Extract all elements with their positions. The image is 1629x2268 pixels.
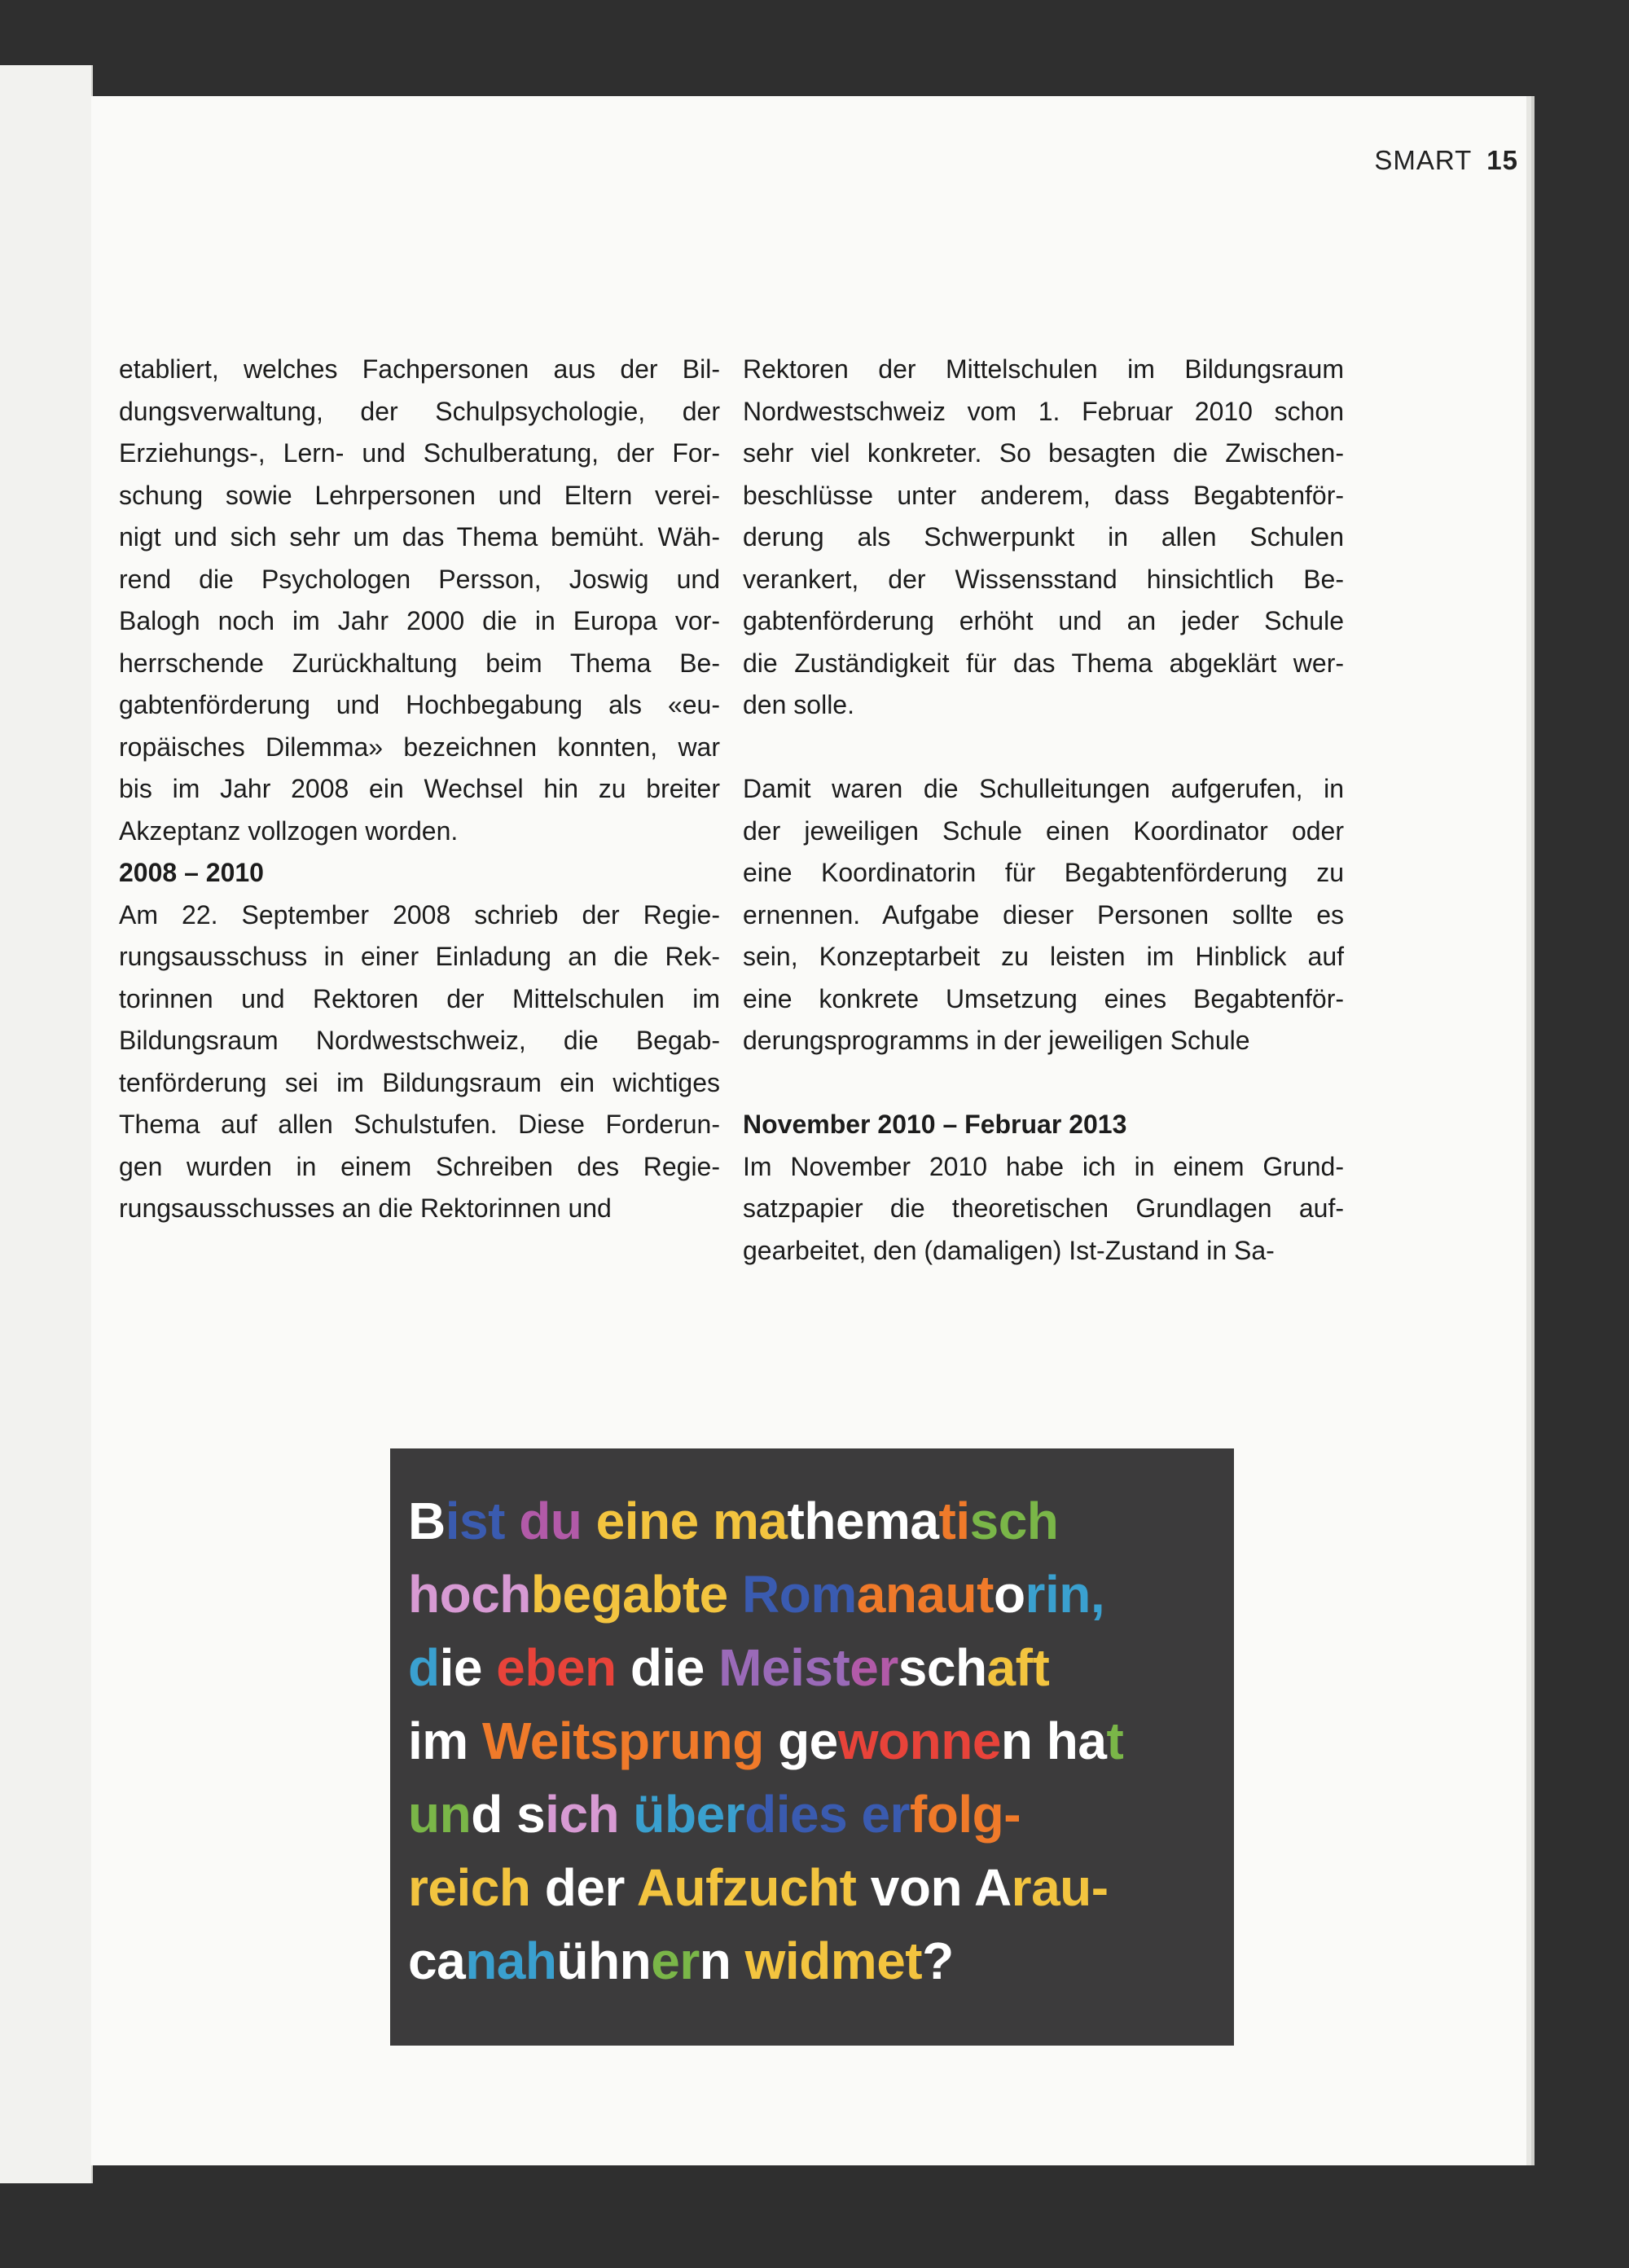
quote-fragment: folg- [909,1785,1021,1844]
quote-fragment: sch [898,1638,987,1697]
quote-fragment: ist [445,1492,505,1550]
quote-fragment: begabte [530,1565,728,1624]
quote-fragment: s [516,1785,546,1844]
quote-fragment [482,1638,496,1697]
quote-fragment [503,1785,516,1844]
text-line: ropäisches Dilemma» bezeichnen konnten, war [119,732,720,762]
quote-fragment [847,1785,861,1844]
text-line: herrschende Zurückhaltung beim Thema Be- [119,648,720,678]
quote-fragment: rau- [1011,1858,1109,1917]
quote-fragment: Aufzucht [636,1858,857,1917]
quote-fragment [530,1858,544,1917]
quote-line [408,1704,1219,1778]
page-number: 15 [1486,145,1518,175]
text-line: ernennen. Aufgabe dieser Personen sollte es [743,899,1344,930]
quote-fragment: hoch [408,1565,531,1624]
quote-fragment: Weitsprung [481,1712,764,1770]
quote-fragment: aft [986,1638,1050,1697]
text-line: sein, Konzeptarbeit zu leisten im Hinblick auf [743,942,1344,971]
quote-fragment [699,1492,713,1550]
quote-fragment: ha [1046,1712,1107,1770]
text-line: torinnen und Rektoren der Mittelschulen im [119,983,720,1013]
quote-fragment [728,1565,742,1624]
quote-fragment: o [993,1565,1025,1624]
text-line: eine konkrete Umsetzung eines Begabtenför- [743,983,1344,1013]
text-line: Im November 2010 habe ich in einem Grund- [743,1151,1344,1181]
text-line: Balogh noch im Jahr 2000 die in Europa vor- [119,606,720,635]
text-line: rungsausschuss in einer Einladung an die Rek- [119,942,720,971]
text-line: Bildungsraum Nordwestschweiz, die Begab- [119,1026,720,1055]
text-line: etabliert, welches Fachpersonen aus der Bil- [119,354,720,384]
quote-fragment: widmet [744,1932,923,1990]
quote-fragment [582,1492,595,1550]
quote-fragment: sch [969,1492,1059,1550]
quote-line [408,1851,1219,1924]
quote-fragment [617,1638,630,1697]
quote-fragment: un [408,1785,472,1844]
text-line: bis im Jahr 2008 ein Wechsel hin zu breiter [119,774,720,803]
quote-fragment: der [544,1858,625,1917]
text-line: gabtenförderung erhöht und an jeder Schule [743,606,1344,635]
quote-fragment: ühn [556,1932,652,1990]
quote-fragment [468,1712,482,1770]
pull-quote-box [390,1448,1234,2046]
quote-fragment: t [1106,1712,1124,1770]
quote-fragment: du [519,1492,582,1550]
body-paragraph [743,768,1344,1062]
quote-fragment: er [861,1785,910,1844]
text-line: Damit waren die Schulleitungen aufgerufen, in [743,774,1344,803]
quote-fragment [705,1638,718,1697]
text-line: rend die Psychologen Persson, Joswig und [119,564,720,594]
quote-fragment: über [633,1785,745,1844]
body-paragraph [743,1146,1344,1272]
quote-line [408,1924,1219,1998]
quote-fragment [962,1858,974,1917]
quote-fragment: reich [408,1858,531,1917]
quote-fragment: nah [465,1932,557,1990]
running-head [1374,145,1518,176]
section-heading: November 2010 – Februar 2013 [743,1110,1127,1139]
quote-fragment: d [408,1638,440,1697]
quote-fragment: ca [408,1932,466,1990]
paragraph-gap [743,1062,1344,1105]
quote-fragment: dies [744,1785,848,1844]
quote-fragment: er [850,1638,898,1697]
quote-line [408,1484,1219,1558]
quote-fragment: anaut [856,1565,994,1624]
quote-line [408,1778,1219,1851]
text-line: Akzeptanz vollzogen worden. [119,815,459,846]
quote-fragment: rin, [1025,1565,1105,1624]
quote-fragment: ie [439,1638,482,1697]
quote-fragment [764,1712,778,1770]
text-line: Erziehungs-, Lern- und Schulberatung, der For- [119,438,720,468]
text-line: nigt und sich sehr um das Thema bemüht. Wäh- [119,522,720,552]
pull-quote-text [408,1484,1219,1998]
quote-fragment: ich [545,1785,620,1844]
quote-fragment: thema [787,1492,939,1550]
quote-fragment: ? [922,1932,954,1990]
quote-fragment: B [408,1492,446,1550]
quote-fragment: A [973,1858,1012,1917]
quote-fragment [856,1858,870,1917]
section-heading: 2008 – 2010 [119,858,264,887]
quote-fragment: eben [496,1638,617,1697]
quote-fragment: im [408,1712,468,1770]
quote-fragment: ge [778,1712,838,1770]
text-line: sehr viel konkreter. So besagten die Zwischen- [743,438,1344,468]
quote-line [408,1558,1219,1631]
text-line: satzpapier die theoretischen Grundlagen auf- [743,1193,1344,1223]
quote-fragment: Meist [718,1638,850,1697]
quote-fragment: eine [595,1492,699,1550]
body-paragraph [743,349,1344,727]
text-line: derung als Schwerpunkt in allen Schulen [743,522,1344,552]
text-line: Rektoren der Mittelschulen im Bildungsraum [743,354,1344,384]
quote-fragment: Rom [742,1565,857,1624]
quote-fragment: d [471,1785,503,1844]
text-line: den solle. [743,690,854,719]
text-line: der jeweiligen Schule einen Koordinator oder [743,815,1344,846]
quote-fragment [731,1932,744,1990]
quote-fragment [625,1858,637,1917]
text-line: beschlüsse unter anderem, dass Begabtenför- [743,480,1344,510]
text-line: rungsausschusses an die Rektorinnen und [119,1193,612,1223]
quote-fragment [505,1492,519,1550]
quote-fragment: n [1000,1712,1033,1770]
quote-fragment: wonne [837,1712,1001,1770]
quote-fragment [1033,1712,1047,1770]
body-paragraph [119,349,720,852]
quote-fragment: ti [938,1492,970,1550]
right-text-column [743,349,1344,1272]
quote-fragment: n [699,1932,731,1990]
text-line: Am 22. September 2008 schrieb der Regie- [119,899,720,930]
text-line: Nordwestschweiz vom 1. Februar 2010 schon [743,396,1344,426]
quote-fragment: die [630,1638,705,1697]
text-line: Thema auf allen Schulstufen. Diese Forderun- [119,1110,720,1139]
quote-line [408,1631,1219,1704]
text-line: gabtenförderung und Hochbegabung als «eu- [119,690,720,719]
text-line: gearbeitet, den (damaligen) Ist-Zustand in Sa- [743,1235,1275,1265]
text-line: die Zuständigkeit für das Thema abgeklärt wer- [743,648,1344,678]
paragraph-gap [743,727,1344,769]
body-paragraph [119,894,720,1230]
quote-fragment: von [870,1858,963,1917]
text-line: derungsprogramms in der jeweiligen Schule [743,1026,1250,1055]
quote-fragment: ma [713,1492,788,1550]
left-text-column [119,349,720,1230]
text-line: gen wurden in einem Schreiben des Regie- [119,1151,720,1181]
running-head-title: SMART [1374,145,1473,175]
text-line: verankert, der Wissensstand hinsichtlich Be- [743,564,1344,594]
text-line: tenförderung sei im Bildungsraum ein wichtiges [119,1067,720,1097]
text-line: eine Koordinatorin für Begabtenförderung zu [743,858,1344,887]
quote-fragment: er [651,1932,700,1990]
facing-page-edge [0,65,93,2183]
text-line: schung sowie Lehrpersonen und Eltern verei- [119,480,720,510]
text-line: dungsverwaltung, der Schulpsychologie, der [119,396,720,426]
quote-fragment [619,1785,633,1844]
